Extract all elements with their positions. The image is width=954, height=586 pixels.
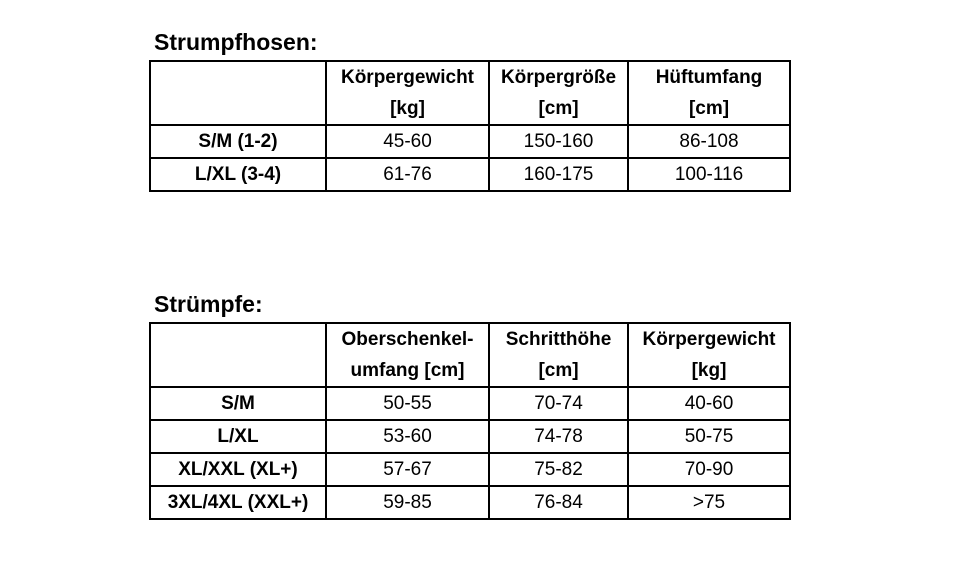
header-oberschenkelumfang: Oberschenkel- umfang [cm] [326, 323, 489, 387]
table-cell: >75 [628, 486, 790, 519]
table-cell: 70-90 [628, 453, 790, 486]
table-cell: 61-76 [326, 158, 489, 191]
table-cell: 150-160 [489, 125, 628, 158]
table-cell: 57-67 [326, 453, 489, 486]
table-row [150, 125, 790, 158]
table-cell: 100-116 [628, 158, 790, 191]
header-koerpergewicht: Körpergewicht [kg] [326, 61, 489, 125]
table-cell: 59-85 [326, 486, 489, 519]
table-row [150, 420, 790, 453]
table-row [150, 486, 790, 519]
table-cell: 70-74 [489, 387, 628, 420]
table-row [150, 387, 790, 420]
header-koerpergroesse: Körpergröße [cm] [489, 61, 628, 125]
strumpfhosen-title: Strumpfhosen: [154, 29, 318, 55]
size-label: XL/XXL (XL+) [150, 453, 326, 486]
size-label: L/XL [150, 420, 326, 453]
table-cell: 76-84 [489, 486, 628, 519]
table-cell: 50-75 [628, 420, 790, 453]
table-cell: 160-175 [489, 158, 628, 191]
struempfe-size-table [149, 322, 791, 520]
struempfe-title: Strümpfe: [154, 291, 263, 317]
header-corner [150, 323, 326, 387]
table-row [150, 453, 790, 486]
size-label: S/M (1-2) [150, 125, 326, 158]
table-row [150, 158, 790, 191]
header-koerpergewicht: Körpergewicht [kg] [628, 323, 790, 387]
header-schritthoehe: Schritthöhe [cm] [489, 323, 628, 387]
strumpfhosen-size-table [149, 60, 791, 192]
header-corner [150, 61, 326, 125]
size-label: S/M [150, 387, 326, 420]
table-header-row [150, 323, 790, 387]
table-cell: 74-78 [489, 420, 628, 453]
table-cell: 53-60 [326, 420, 489, 453]
table-cell: 86-108 [628, 125, 790, 158]
table-header-row [150, 61, 790, 125]
size-label: L/XL (3-4) [150, 158, 326, 191]
table-cell: 45-60 [326, 125, 489, 158]
table-cell: 50-55 [326, 387, 489, 420]
header-hueftumfang: Hüftumfang [cm] [628, 61, 790, 125]
table-cell: 40-60 [628, 387, 790, 420]
table-cell: 75-82 [489, 453, 628, 486]
size-label: 3XL/4XL (XXL+) [150, 486, 326, 519]
